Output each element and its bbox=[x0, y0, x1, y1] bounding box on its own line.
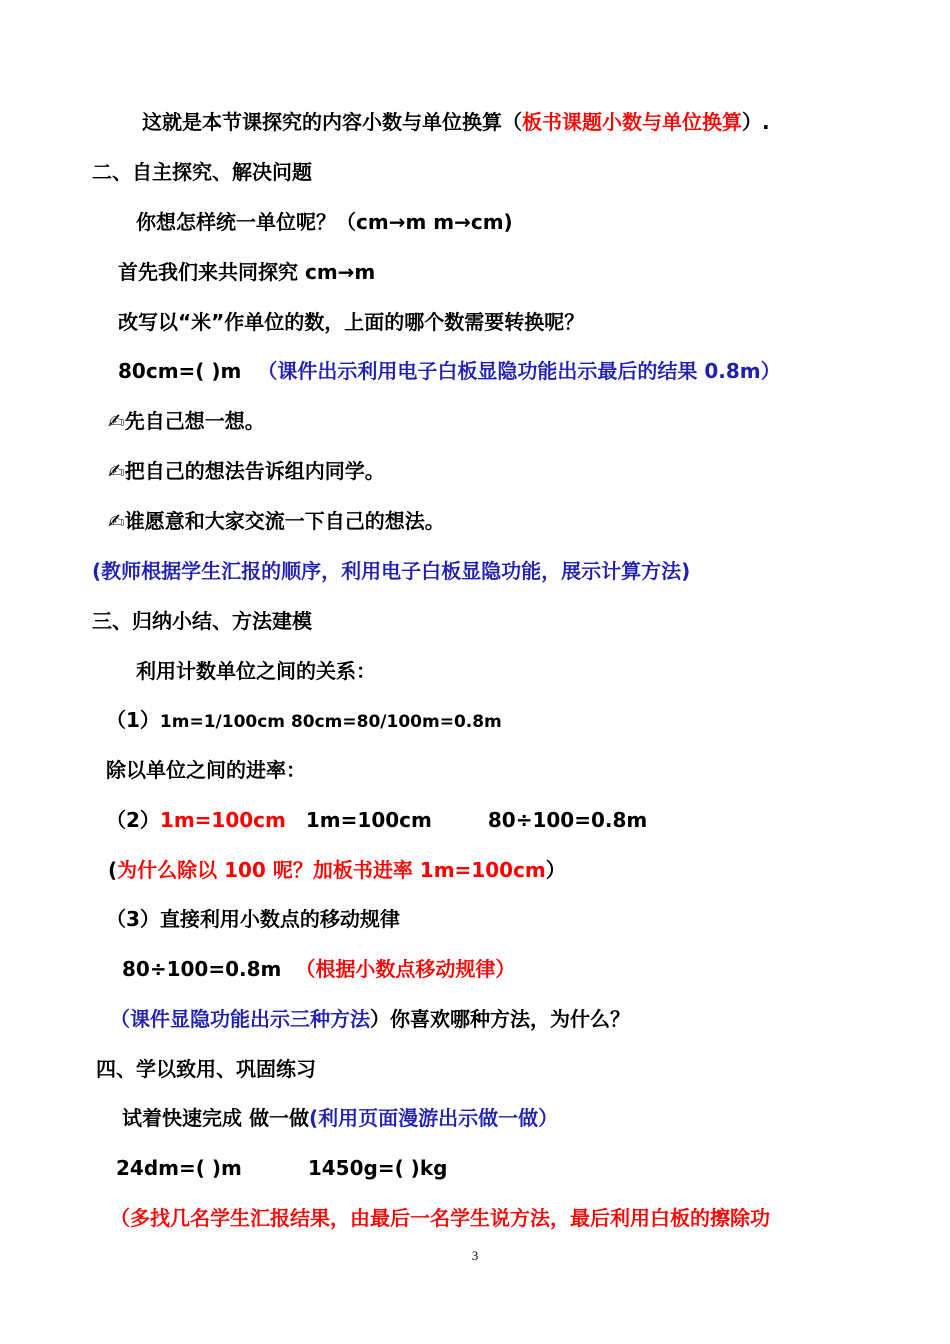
method-2-label: （2） bbox=[106, 808, 160, 832]
rewrite-question: 改写以“米”作单位的数，上面的哪个数需要转换呢？ bbox=[118, 310, 585, 334]
step-share-class-text: 谁愿意和大家交流一下自己的想法。 bbox=[124, 509, 445, 533]
page-roam-note: (利用页面漫游出示做一做） bbox=[308, 1106, 559, 1130]
example-80cm-line bbox=[118, 357, 781, 385]
courseware-note-1: （课件出示利用电子白板显隐功能出示最后的结果 0.8m） bbox=[257, 359, 781, 383]
step-think bbox=[108, 407, 265, 435]
exercise-dm-to-m: 24dm=( )m bbox=[116, 1156, 242, 1180]
page-number: 3 bbox=[471, 1248, 479, 1263]
choose-method-question: ）你喜欢哪种方法，为什么？ bbox=[370, 1007, 630, 1031]
example-80cm: 80cm=( )m bbox=[118, 359, 242, 383]
pencil-icon: ✍ bbox=[108, 459, 125, 483]
method-2-calc: 80÷100=0.8m bbox=[487, 808, 648, 832]
explore-cm-to-m: 首先我们来共同探究 cm→m bbox=[118, 260, 376, 284]
exercise-g-to-kg: 1450g=( )kg bbox=[307, 1156, 448, 1180]
step-share-group-text: 把自己的想法告诉组内同学。 bbox=[124, 459, 385, 483]
section-3-heading: 三、归纳小结、方法建模 bbox=[92, 609, 312, 633]
pencil-icon: ✍ bbox=[108, 509, 125, 533]
question-unify-units: 你想怎样统一单位呢？（cm→m m→cm) bbox=[136, 210, 513, 234]
method-2-rate: 1m=100cm bbox=[305, 808, 432, 832]
courseware-note-2: （课件显隐功能出示三种方法 bbox=[110, 1007, 370, 1031]
method-1 bbox=[106, 706, 502, 736]
method-2 bbox=[106, 806, 647, 834]
why-divide-open: ( bbox=[108, 858, 118, 882]
section-2-heading: 二、自主探究、解决问题 bbox=[92, 160, 312, 184]
step-share-group bbox=[108, 457, 385, 485]
decimal-shift-line bbox=[122, 955, 515, 983]
teacher-note: (教师根据学生汇报的顺序，利用电子白板显隐功能，展示计算方法) bbox=[92, 559, 691, 583]
why-divide-close: ） bbox=[545, 858, 566, 882]
step-share-class bbox=[108, 507, 445, 535]
method-1-formula: 1m=1/100cm 80cm=80/100m=0.8m bbox=[159, 712, 502, 732]
divide-rate-intro: 除以单位之间的进率： bbox=[106, 758, 306, 782]
relation-intro: 利用计数单位之间的关系： bbox=[136, 659, 376, 683]
decimal-shift-calc: 80÷100=0.8m bbox=[122, 957, 282, 981]
practice-text: 试着快速完成 做一做 bbox=[122, 1106, 309, 1130]
method-1-label: （1） bbox=[106, 708, 160, 732]
step-think-text: 先自己想一想。 bbox=[124, 409, 265, 433]
choose-method-line bbox=[110, 1005, 630, 1033]
method-3: （3）直接利用小数点的移动规律 bbox=[106, 907, 400, 931]
intro-text: 这就是本节课探究的内容小数与单位换算（ bbox=[142, 110, 522, 134]
pencil-icon: ✍ bbox=[108, 409, 125, 433]
section-4-heading: 四、学以致用、巩固练习 bbox=[96, 1057, 316, 1081]
why-divide-text: 为什么除以 100 呢？加板书进率 1m=100cm bbox=[117, 858, 546, 882]
report-note: （多找几名学生汇报结果，由最后一名学生说方法，最后利用白板的擦除功 bbox=[110, 1206, 770, 1230]
why-divide-note bbox=[108, 856, 566, 884]
method-2-rate-red: 1m=100cm bbox=[159, 808, 286, 832]
board-title-note: 板书课题小数与单位换算 bbox=[522, 110, 742, 134]
practice-intro bbox=[122, 1104, 558, 1132]
decimal-shift-note: （根据小数点移动规律） bbox=[295, 957, 516, 981]
practice-exercises bbox=[116, 1154, 447, 1182]
intro-end: ）. bbox=[742, 110, 770, 134]
intro-line bbox=[142, 108, 770, 136]
